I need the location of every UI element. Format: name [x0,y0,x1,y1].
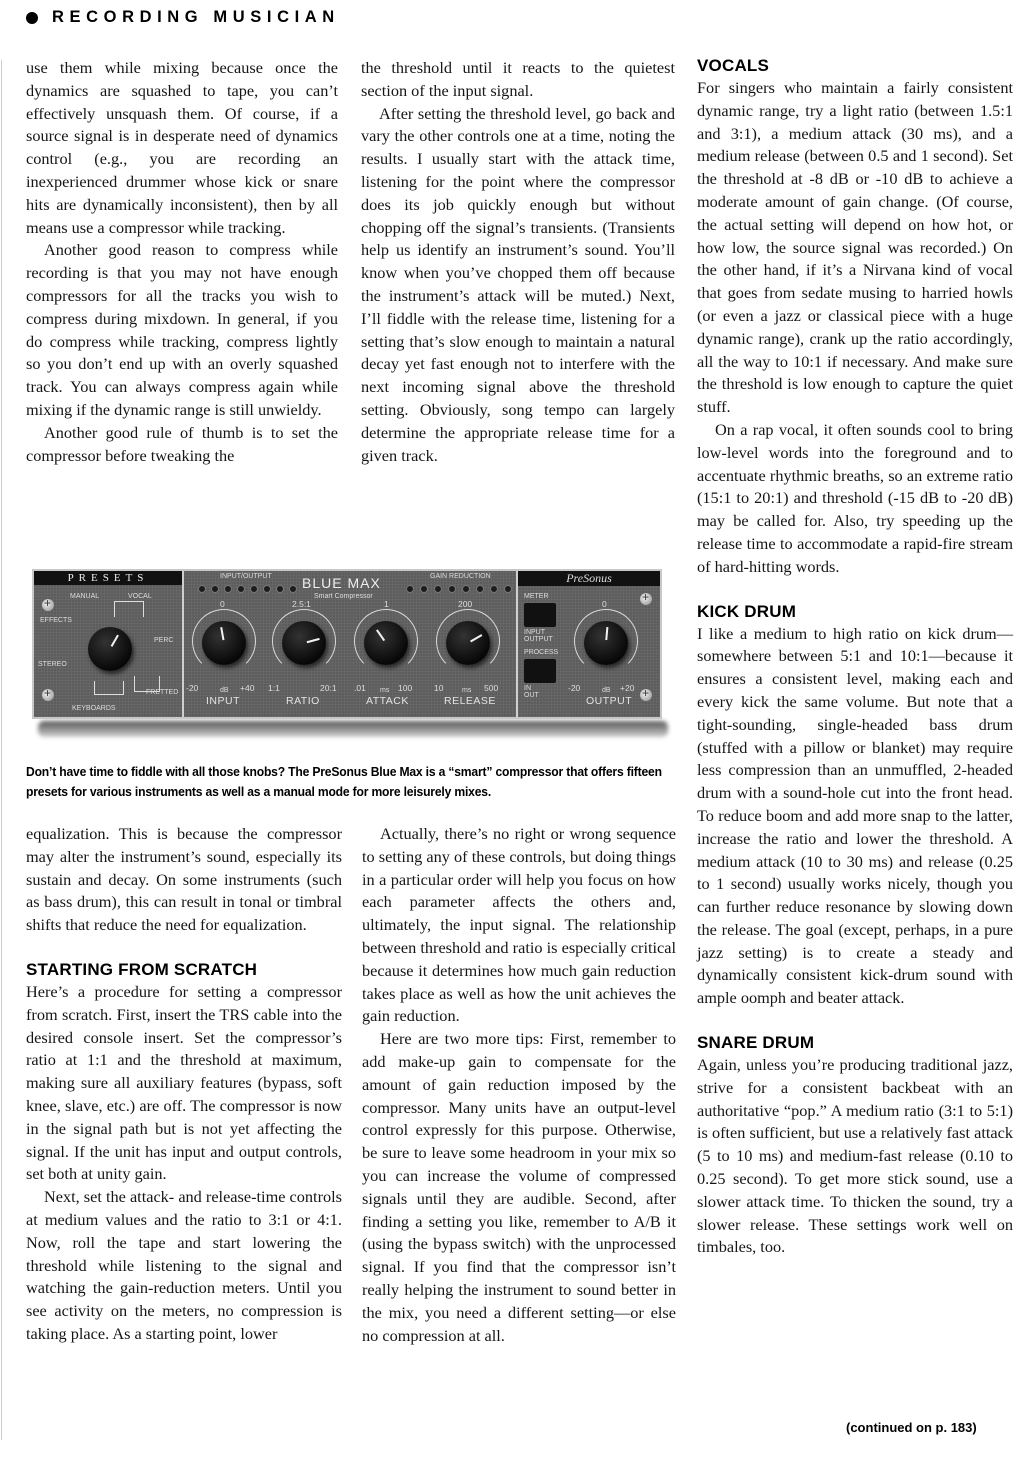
preset-arc [94,681,124,695]
preset-label-vocal: VOCAL [128,593,152,600]
magazine-section-title: RECORDING MUSICIAN [52,8,340,26]
meter-button[interactable] [524,603,556,627]
attack-min-label: .01 [354,683,366,693]
preset-label-stereo: STEREO [38,661,67,668]
attack-scale-mid: 1 [384,599,389,609]
meter-option-input: INPUT [524,629,545,636]
meter-led [490,585,498,593]
brand-logo: PreSonus [518,571,660,586]
preset-label-perc: PERC [154,637,174,644]
meter-led [289,585,297,593]
paragraph: On a rap vocal, it often sounds cool to bring low-level words into the foreground and to accentuate rhythmic breaths, so an extreme ratio (15:1 to 20:1) and threshold (-15 dB to -20 dB) may be called for. Also, try speeding up the release time to accommodate a rapid-fire stream of hard-hitting words. [697,419,1013,576]
product-subtitle: Smart Compressor [314,593,373,600]
release-scale-mid: 200 [458,599,473,609]
compressor-faceplate [32,569,662,719]
running-head [26,8,340,27]
paragraph: Another good reason to compress while recording is that you may not have enough compressors for all the tracks you wish to compress during mixdown. In general, if you do compress while tracking, compress lightly so you don’t end up with an overly squashed track. You can always compress again while mixing if the dynamic range is still unwieldy. [26,240,338,419]
paragraph: For singers who maintain a fairly consistent dynamic range, try a light ratio (between 1.5:1 and 3:1), a medium attack (30 ms), and a medium release (between 0.5 and 1 second). Set the threshold at -8 dB or -10 dB to achieve a moderate amount of gain change. (Of course, the actual setting will depend on how hot, or how low, the source signal was recorded.) On the other hand, if it’s a Nirvana kind of vocal that goes from sedate musing to harried howls (or even a jazz or classical piece with a huge dynamic range), crank up the ratio accordingly, all the way to 10:1 if necessary. And make sure the threshold is low enough to capture the quiet stuff. [697,78,1013,417]
product-name: BLUE MAX [302,575,381,591]
ratio-knob[interactable] [282,621,326,665]
paragraph: After setting the threshold level, go back and vary the other controls one at a time, noting the results. I usually start with the attack time, listening for the point where the compressor does its job quickly enough but without chopping off the signal’s transients. (Transients help us identify an instrument’s sound. You’ll know when you’ve chopped them off because the instrument’s attack will be muted.) Next, I’ll fiddle with the release time, listening for a setting that’s slow enough to maintain a natural decay yet fast enough not to interfere with the next incoming signal above the threshold setting. Obviously, song tempo can largely determine the appropriate release time for a given track. [361,103,675,465]
paragraph: Actually, there’s no right or wrong sequence to setting any of these controls, but doing things in a particular order will help you focus on how each parameter affects the others and, ultimately, the input signal. The relationship between threshold and ratio is especially critical because it determines how much gain reduction takes place as well as how the unit achieves the gain reduction. [362,824,676,1026]
rack-shadow [38,721,668,737]
main-control-panel [184,571,518,717]
attack-max-label: 100 [398,683,413,693]
presets-selector-knob[interactable] [88,627,132,671]
meter-button-label: METER [524,593,549,600]
figure-presonus-blue-max [26,563,678,743]
paragraph: Again, unless you’re producing traditional jazz, strive for a consistent backbeat with an authoritative “pop.” A medium ratio (3:1 to 5:1) is often sufficient, but use a relatively fast attack (5 to 10 ms) and medium-fast release (0.10 to 0.25 second). To get more stick sound, use a slower attack time. To thicken the sound, try a slower release. These settings work well on timbales, too. [697,1055,1013,1257]
meter-led [420,585,428,593]
figure-caption: Don’t have time to fiddle with all those knobs? The PreSonus Blue Max is a “smart” compressor that offers fifteen presets for various instruments as well as a manual mode for more leisurely mixes. [26,764,662,799]
output-max-label: +20 [620,683,635,693]
meter-led [406,585,414,593]
ratio-min-label: 1:1 [268,683,280,693]
meter-led [198,585,206,593]
meter-led [211,585,219,593]
preset-label-fretted: FRETTED [146,689,179,696]
continued-jump-line: (continued on p. 183) [846,1420,977,1435]
meter-led [237,585,245,593]
screw-icon [640,593,652,605]
meter-led [448,585,456,593]
paragraph: use them while mixing because once the dynamics are squashed to tape, you can’t effectively unsquash them. Of course, if a source signal is in desperate need of dynamics control (e.g., you are recording an inexperienced drummer whose kick or snare hits are dynamically inconsistent), then by all means use a compressor while tracking. [26,58,338,237]
release-label: RELEASE [444,695,496,707]
input-max-label: +40 [240,683,255,693]
release-unit: ms [462,687,472,694]
screw-icon [42,599,54,611]
paragraph: Next, set the attack- and release-time controls at medium values and the ratio to 3:1 or 4:1. Now, roll the tape and start lowering the threshold while listening to the signal and watching the gain-reduction meters. Until you see activity on the meters, no compression is taking place. As a starting point, lower [26,1187,342,1343]
paragraph: equalization. This is because the compressor may alter the instrument’s sound, especially its sustain and decay. On some instruments (such as bass drum), this can result in tonal or timbral shifts that reduce the need for equalization. [26,824,342,935]
meter-option-output: OUTPUT [524,636,553,643]
input-scale-mid: 0 [220,599,225,609]
ratio-label: RATIO [286,695,320,707]
attack-unit: ms [380,687,390,694]
column-a-bottom [26,823,342,1346]
process-option-out: OUT [524,692,539,699]
meter-led [276,585,284,593]
ratio-scale-mid: 2.5:1 [292,599,311,609]
screw-icon [42,689,54,701]
input-unit: dB [220,687,229,694]
bullet-icon [26,12,38,24]
heading-kick-drum: KICK DRUM [697,601,797,621]
paragraph: Here are two more tips: First, remember to add make-up gain to compensate for the amount of gain reduction imposed by the compressor. Many units have an output-level control expressly for this purpose. Otherwise, be sure to leave some headroom in your mix so you can increase the volume of compressed signals until they are audible. Second, after finding a setting you like, remember to A/B it (using the bypass switch) with the unprocessed signal. If you find that the compressor isn’t really helping the instrument to sound better in the mix, you need a different setting—or else no compression at all. [362,1029,676,1345]
process-button-label: PROCESS [524,649,559,656]
meter-led [250,585,258,593]
meter-led [434,585,442,593]
presets-panel [34,571,184,717]
preset-label-manual: MANUAL [70,593,100,600]
meter-led [504,585,512,593]
output-label: OUTPUT [586,695,633,707]
page-edge-rule [1,60,2,1440]
meter-led [476,585,484,593]
heading-vocals: VOCALS [697,56,770,75]
input-min-label: -20 [186,683,199,693]
process-button[interactable] [524,659,556,683]
output-unit: dB [602,687,611,694]
preset-arc [114,601,144,617]
paragraph: I like a medium to high ratio on kick drum—somewhere between 5:1 and 10:1—because it ensures a consistent level, making each and every kick the same volume. But note that a tight-sounding, single-headed bass drum (stuffed with a pillow or blanket) may require less compression than an unmuffled, 2-headed drum with a sound-hole cut into the front head. To reduce boom and add more snap to the latter, increase the ratio and lower the threshold. A medium attack (10 to 30 ms) and release (0.25 to 1 second) usually works nicely, though you can further reduce resonance by slowing down the release. The goal (except, perhaps, in a pure jazz setting) is to create a steady and dynamically consistent kick-drum sound with ample oomph and beater attack. [697,623,1013,1008]
input-label: INPUT [206,695,240,707]
presets-title: PRESETS [34,571,182,585]
column-b-top [361,57,675,467]
paragraph: Another good rule of thumb is to set the compressor before tweaking the [26,422,338,465]
heading-starting-from-scratch: STARTING FROM SCRATCH [26,959,258,979]
input-output-meter-label: INPUT/OUTPUT [220,573,272,580]
output-min-label: -20 [568,683,581,693]
paragraph: Here’s a procedure for setting a compressor from scratch. First, insert the TRS cable into the desired console insert. Set the compressor’s ratio at 1:1 and the threshold at maximum, making sure all auxiliary features (bypass, soft knee, slave, etc.) are off. The compressor is now in the signal path but is not yet affecting the signal. If the unit has input and output controls, set both at unity gain. [26,981,342,1184]
input-knob[interactable] [202,621,246,665]
column-a-top [26,57,338,467]
preset-label-effects: EFFECTS [40,617,72,624]
preset-label-keyboards: KEYBOARDS [72,705,116,712]
preset-arc [134,676,160,692]
meter-led [462,585,470,593]
release-min-label: 10 [434,683,444,693]
paragraph: the threshold until it reacts to the quietest section of the input signal. [361,58,675,100]
process-option-in: IN [524,685,531,692]
screw-icon [640,689,652,701]
output-panel [518,571,660,717]
output-knob[interactable] [584,621,628,665]
attack-knob[interactable] [364,621,408,665]
release-max-label: 500 [484,683,499,693]
meter-led [263,585,271,593]
column-c [697,55,1013,1259]
output-scale-mid: 0 [602,599,607,609]
meter-led [224,585,232,593]
gain-reduction-meter-label: GAIN REDUCTION [430,573,491,580]
heading-snare-drum: SNARE DRUM [697,1033,815,1053]
column-b-bottom [362,823,676,1347]
ratio-max-label: 20:1 [320,683,337,693]
release-knob[interactable] [446,621,490,665]
attack-label: ATTACK [366,695,409,707]
